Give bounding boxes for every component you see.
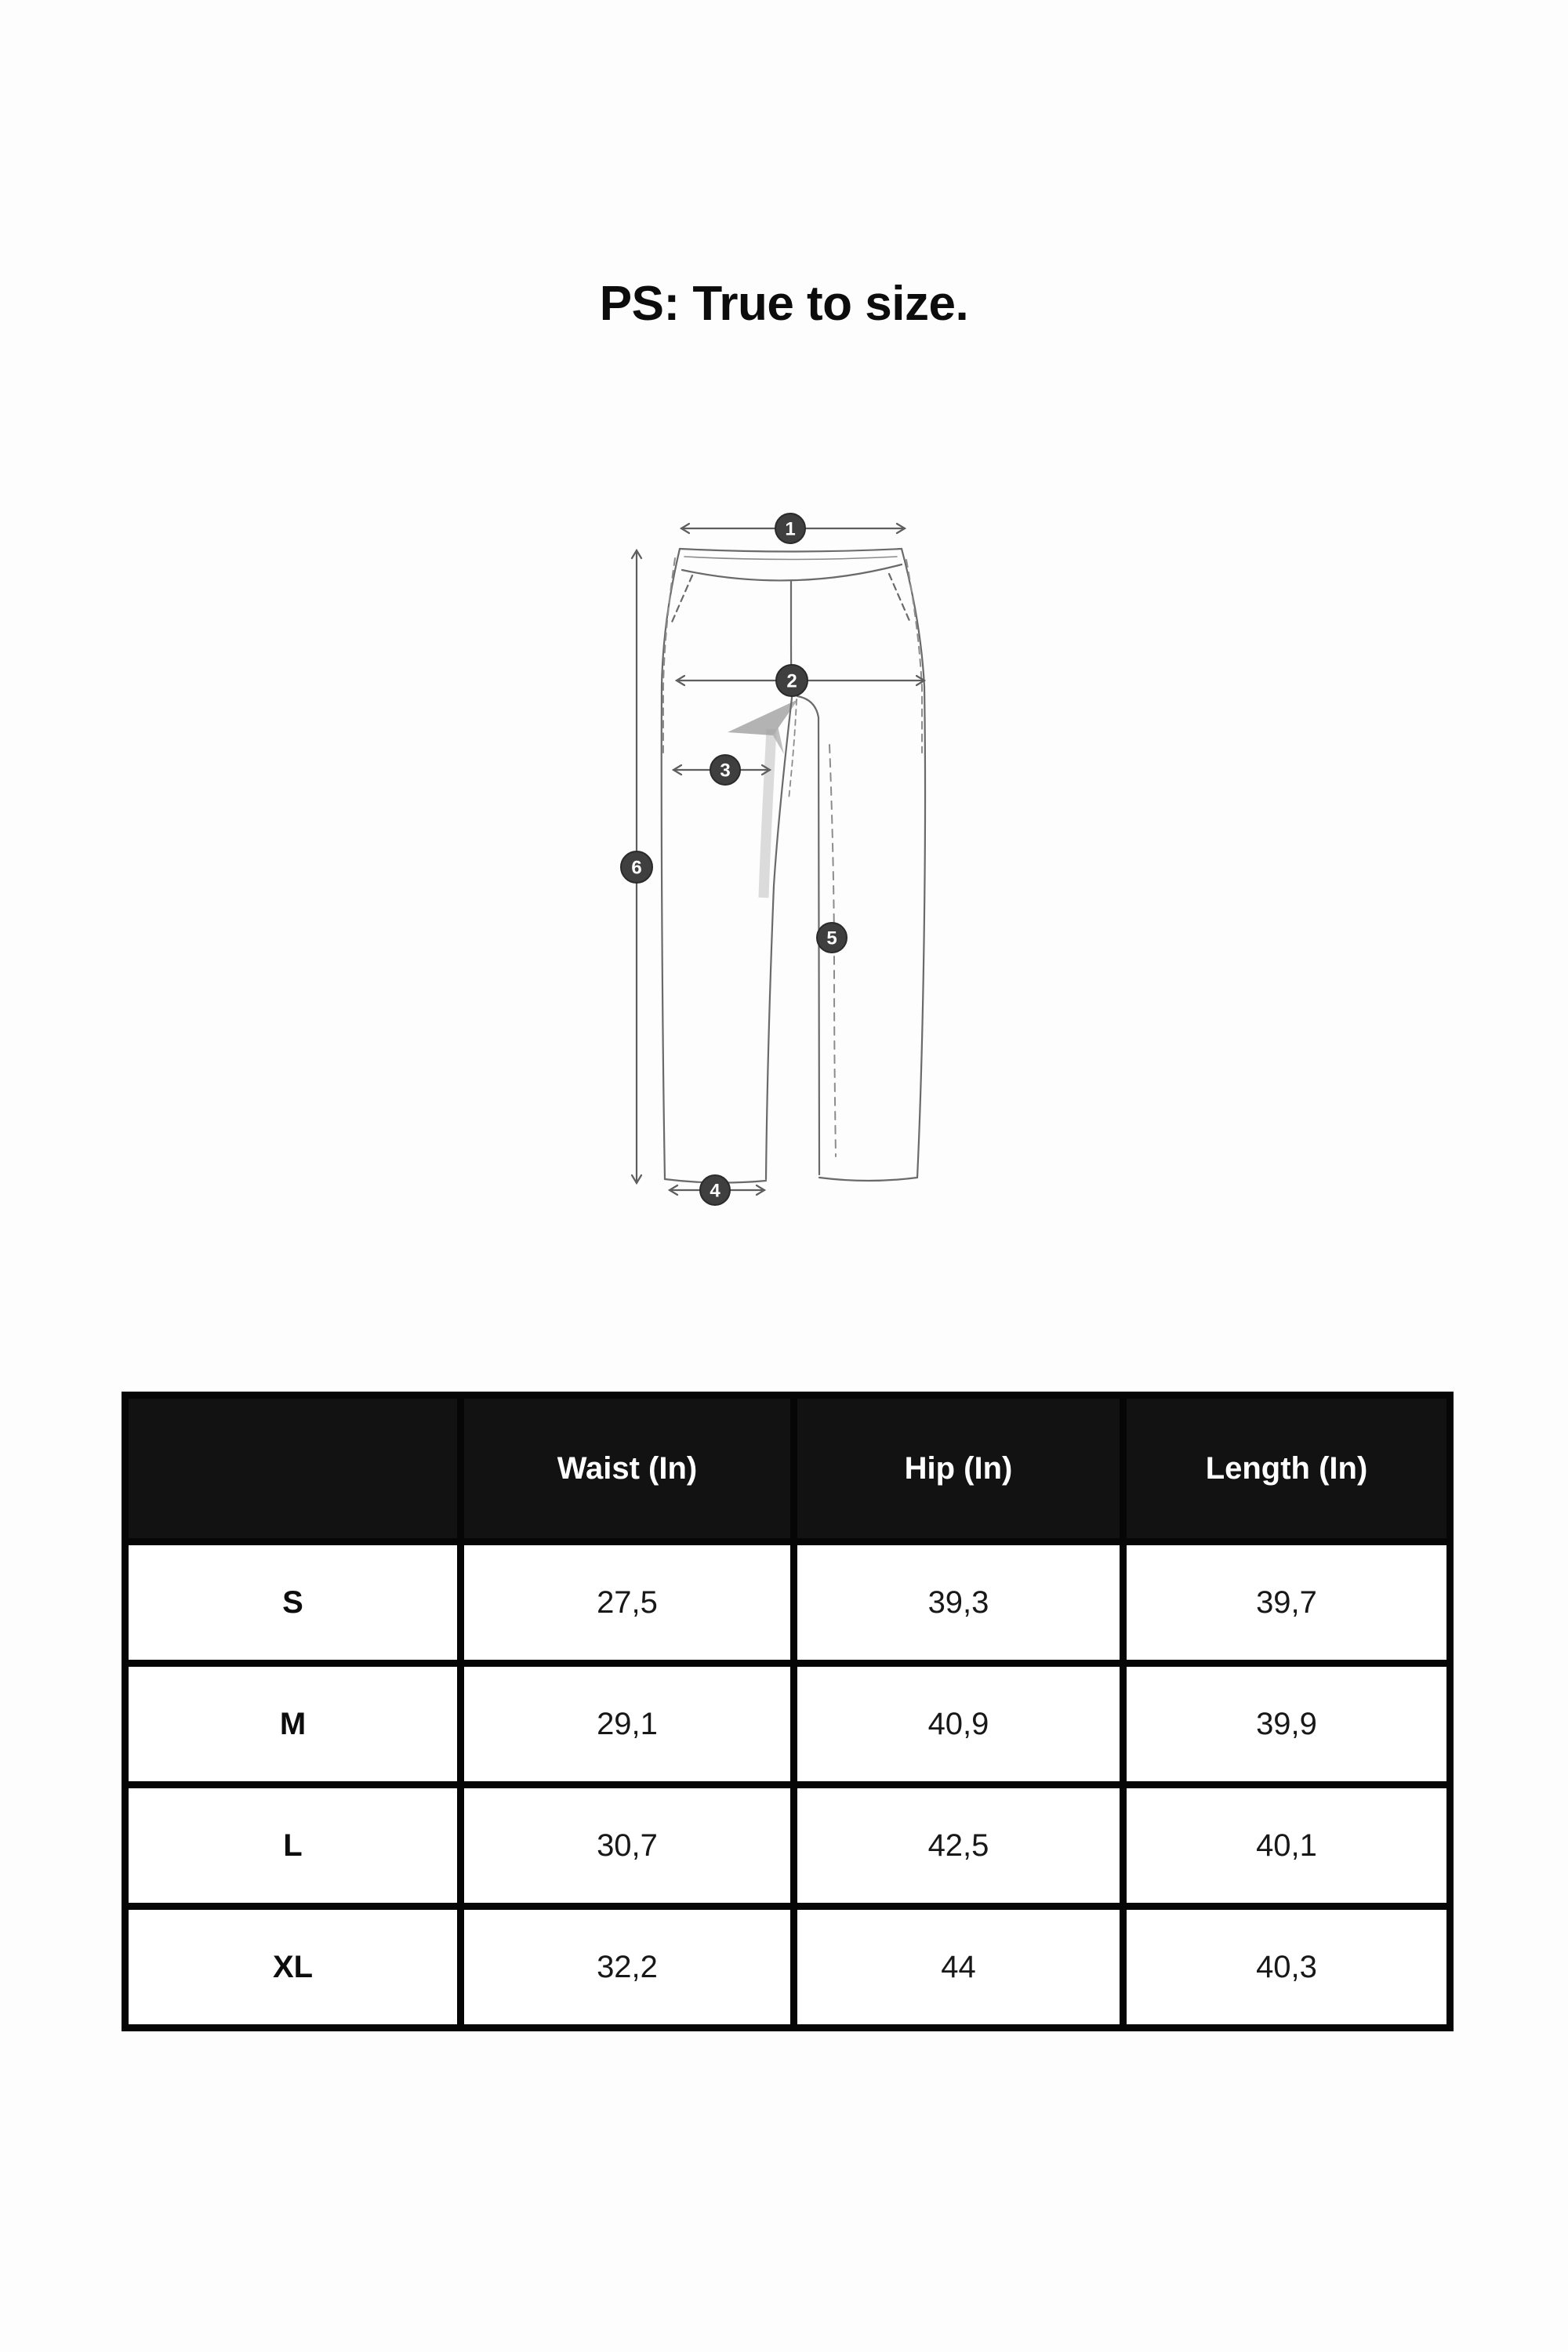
cell-l-hip: 42,5 — [794, 1785, 1123, 1907]
marker-label-6: 6 — [631, 857, 642, 879]
page-title: PS: True to size. — [599, 277, 969, 331]
cell-l-waist: 30,7 — [461, 1785, 794, 1907]
pants-diagram-svg — [580, 494, 1019, 1239]
cell-xl-waist: 32,2 — [461, 1907, 794, 2028]
cell-l-length: 40,1 — [1123, 1785, 1450, 1907]
table-row-s — [125, 1542, 1450, 1664]
right-inner-seam — [797, 696, 819, 1174]
cell-s-size: S — [125, 1542, 461, 1664]
marker-label-5: 5 — [826, 927, 837, 949]
pants-measurement-diagram — [580, 494, 1019, 1239]
marker-6-length — [621, 851, 652, 883]
right-outer-dashes — [906, 560, 922, 753]
marker-3-thigh — [710, 755, 740, 785]
header-cell-length: Length (In) — [1123, 1396, 1450, 1542]
left-outer-dashes — [663, 558, 675, 753]
cell-s-length: 39,7 — [1123, 1542, 1450, 1664]
waistband-top — [680, 549, 902, 552]
marker-4-leg-opening — [700, 1175, 730, 1205]
table-row-l — [125, 1785, 1450, 1907]
waistband-seam — [684, 557, 897, 560]
table-row-xl — [125, 1907, 1450, 2028]
cell-xl-length: 40,3 — [1123, 1907, 1450, 2028]
right-hem — [819, 1178, 917, 1181]
pocket-line-right — [889, 574, 910, 622]
table-row-m — [125, 1664, 1450, 1785]
measurement-lines — [632, 524, 924, 1195]
cell-l-size: L — [125, 1785, 461, 1907]
marker-5-inseam — [817, 923, 847, 953]
cell-m-hip: 40,9 — [794, 1664, 1123, 1785]
cell-xl-hip: 44 — [794, 1907, 1123, 2028]
table-header-row — [125, 1396, 1450, 1542]
right-outer-seam — [902, 549, 925, 1178]
cell-m-size: M — [125, 1664, 461, 1785]
cell-xl-size: XL — [125, 1907, 461, 2028]
left-outer-seam — [662, 549, 680, 1179]
marker-label-4: 4 — [710, 1180, 720, 1202]
header-cell-waist: Waist (In) — [461, 1396, 794, 1542]
cell-m-length: 39,9 — [1123, 1664, 1450, 1785]
marker-label-3: 3 — [720, 760, 731, 782]
marker-1-waist — [775, 514, 805, 543]
marker-label-1: 1 — [785, 518, 796, 540]
marker-label-2: 2 — [786, 670, 797, 692]
header-cell-hip: Hip (In) — [794, 1396, 1123, 1542]
measure-markers — [621, 514, 847, 1205]
cell-m-waist: 29,1 — [461, 1664, 794, 1785]
size-chart-table — [122, 1392, 1454, 2031]
pants-outline — [662, 549, 925, 1183]
header-cell-size — [125, 1396, 461, 1542]
cell-s-waist: 27,5 — [461, 1542, 794, 1664]
cell-s-hip: 39,3 — [794, 1542, 1123, 1664]
marker-2-hip — [776, 665, 808, 696]
pocket-line-left — [670, 575, 692, 626]
waistband-bottom — [682, 564, 902, 580]
